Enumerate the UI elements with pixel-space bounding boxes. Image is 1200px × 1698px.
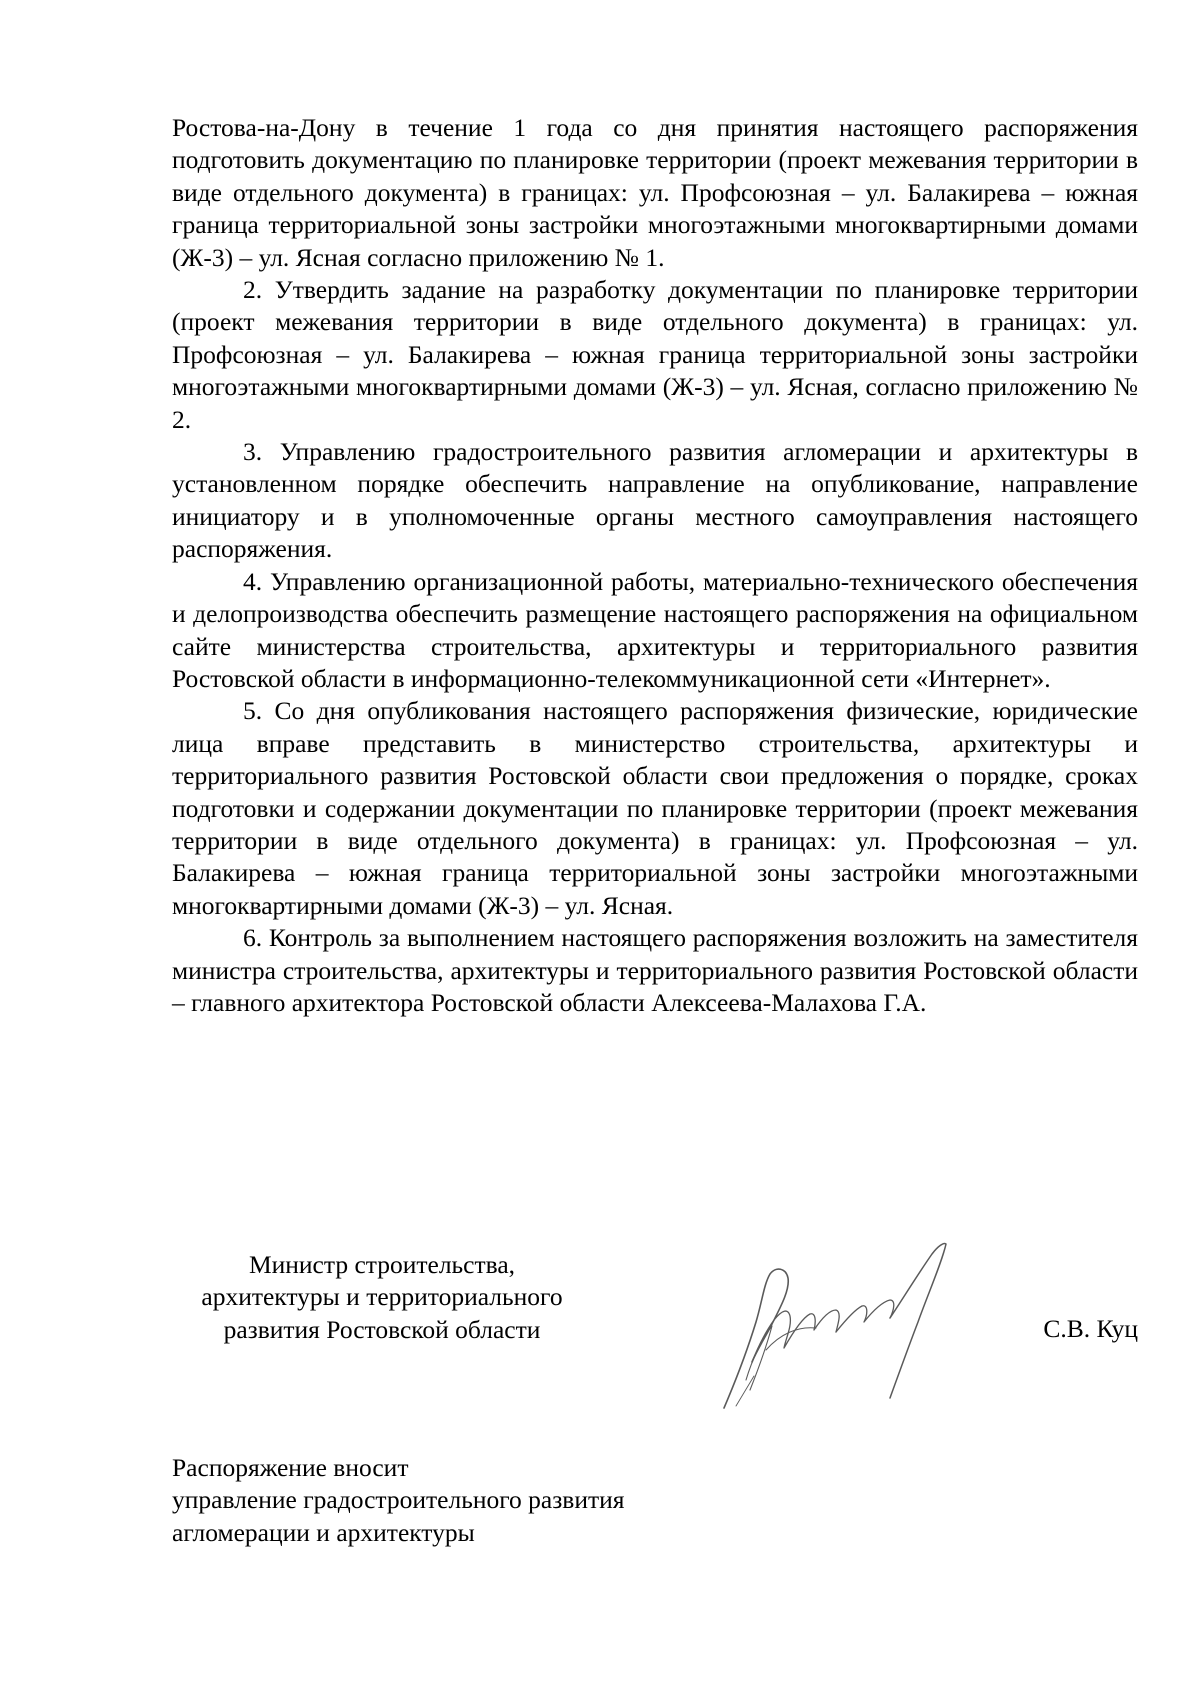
signature-block bbox=[172, 1249, 1138, 1429]
handwritten-signature bbox=[706, 1230, 966, 1420]
paragraph-item-6: 6. Контроль за выполнением настоящего распоряжения возложить на заместителя министра строительства, архитектуры и территориального развития Ростовской области – главного архитектора Ростовской области Алексеева-Малахова Г.А. bbox=[172, 923, 1138, 1017]
submitter-line: агломерации и архитектуры bbox=[172, 1517, 475, 1547]
signer-title-line: архитектуры и территориального bbox=[201, 1282, 563, 1312]
paragraph-continuation: Ростова-на-Дону в течение 1 года со дня принятия настоящего распоряжения подготовить документацию по планировке территории (проект межевания территории в виде отдельного документа) в границах: ул. Профсоюзная – ул. Балакирева – южная граница территориальной зоны застройки многоэтажными многоквартирными домами (Ж-3) – ул. Ясная согласно приложению № 1. bbox=[172, 113, 1138, 272]
signer-title bbox=[172, 1249, 592, 1346]
submitter-line: Распоряжение вносит bbox=[172, 1453, 409, 1482]
paragraph-item-3: 3. Управлению градостроительного развития агломерации и архитектуры в установленном порядке обеспечить направление на опубликование, направление инициатору и в уполномоченные органы местного самоуправления настоящего распоряжения. bbox=[172, 437, 1138, 564]
paragraph-item-4: 4. Управлению организационной работы, материально-технического обеспечения и делопроизводства обеспечить размещение настоящего распоряжения на официальном сайте министерства строительства, архитектуры и территориального развития Ростовской области в информационно-телекоммуникационной сети «Интернет». bbox=[172, 566, 1138, 693]
signer-title-line: Министр строительства, bbox=[248, 1250, 516, 1279]
paragraph-item-2: 2. Утвердить задание на разработку документации по планировке территории (проект межевания территории в виде отдельного документа) в границах: ул. Профсоюзная – ул. Балакирева – южная граница территориальной зоны застройки многоэтажными многоквартирными домами (Ж-3) – ул. Ясная, согласно приложению № 2. bbox=[172, 275, 1138, 434]
signer-name: С.В. Куц bbox=[1043, 1314, 1138, 1343]
signer-title-line: развития Ростовской области bbox=[223, 1314, 541, 1344]
submitter-note bbox=[172, 1452, 872, 1549]
paragraph-item-5: 5. Со дня опубликования настоящего распоряжения физические, юридические лица вправе представить в министерство строительства, архитектуры и территориального развития Ростовской области свои предложения о порядке, сроках подготовки и содержании документации по планировке территории (проект межевания территории в виде отдельного документа) в границах: ул. Профсоюзная – ул. Балакирева – южная граница территориальной зоны застройки многоэтажными многоквартирными домами (Ж-3) – ул. Ясная. bbox=[172, 696, 1138, 920]
document-body bbox=[172, 112, 1138, 1019]
submitter-line: управление градостроительного развития bbox=[172, 1485, 625, 1515]
